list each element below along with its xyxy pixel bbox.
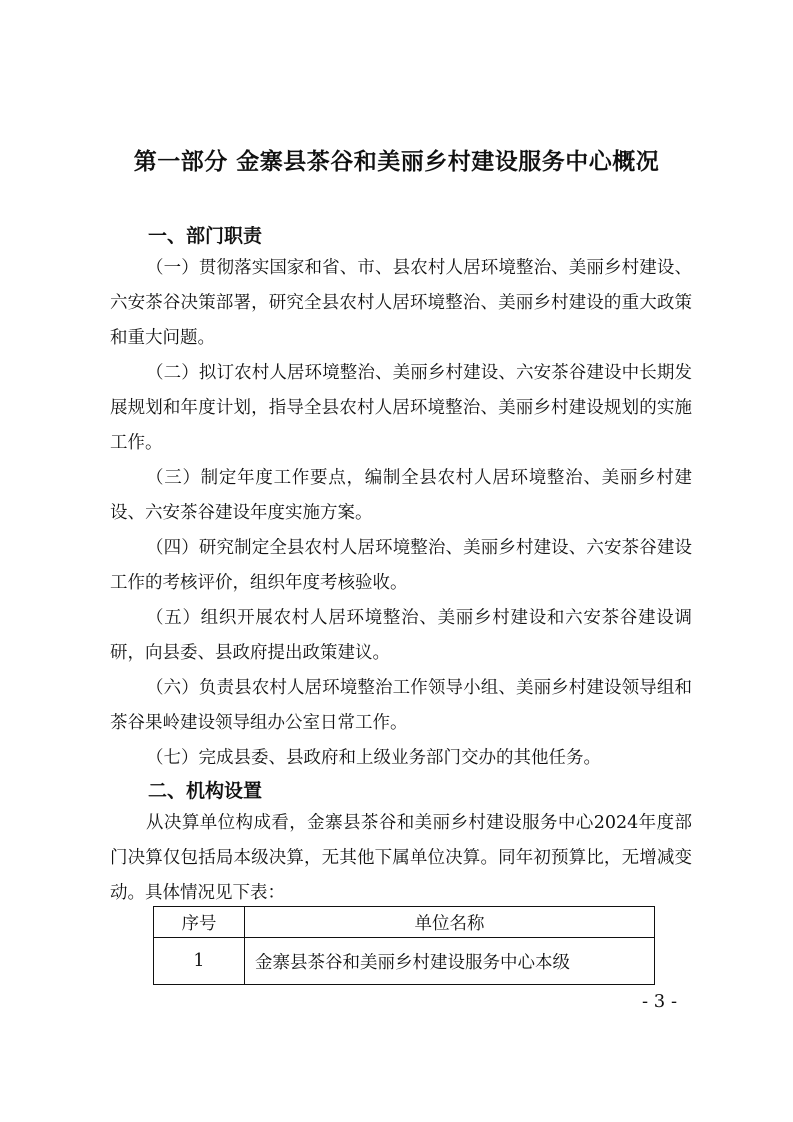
page-title: 第一部分 金寨县茶谷和美丽乡村建设服务中心概况 xyxy=(133,148,660,175)
table-row xyxy=(154,938,655,985)
section-heading-organization: 二、机构设置 xyxy=(148,780,263,802)
document-body xyxy=(110,221,692,911)
unit-table xyxy=(153,906,655,985)
duty-item-4: （四）研究制定全县农村人居环境整治、美丽乡村建设、六安茶谷建设工作的考核评价，组织年度考核验收。 xyxy=(110,538,692,593)
duty-item-7: （七）完成县委、县政府和上级业务部门交办的其他任务。 xyxy=(146,748,601,768)
table-cell-index: 1 xyxy=(154,938,245,985)
table-header-index: 序号 xyxy=(154,907,245,938)
duty-item-5: （五）组织开展农村人居环境整治、美丽乡村建设和六安茶谷建设调研，向县委、县政府提出政策建议。 xyxy=(110,608,692,663)
duty-item-6: （六）负责县农村人居环境整治工作领导小组、美丽乡村建设领导组和茶谷果岭建设领导组办公室日常工作。 xyxy=(110,678,692,733)
section-heading-duties: 一、部门职责 xyxy=(148,225,263,247)
table-cell-unit-name: 金寨县茶谷和美丽乡村建设服务中心本级 xyxy=(245,938,655,985)
organization-paragraph: 从决算单位构成看，金寨县茶谷和美丽乡村建设服务中心2024年度部门决算仅包括局本级决算，无其他下属单位决算。同年初预算比，无增减变动。具体情况见下表： xyxy=(110,813,692,903)
table-header-row xyxy=(154,907,655,938)
duty-item-3: （三）制定年度工作要点，编制全县农村人居环境整治、美丽乡村建设、六安茶谷建设年度实施方案。 xyxy=(110,468,692,523)
duty-item-1: （一）贯彻落实国家和省、市、县农村人居环境整治、美丽乡村建设、六安茶谷决策部署，研究全县农村人居环境整治、美丽乡村建设的重大政策和重大问题。 xyxy=(110,258,692,348)
table-header-unit-name: 单位名称 xyxy=(245,907,655,938)
duty-item-2: （二）拟订农村人居环境整治、美丽乡村建设、六安茶谷建设中长期发展规划和年度计划，指导全县农村人居环境整治、美丽乡村建设规划的实施工作。 xyxy=(110,363,692,453)
page-number: - 3 - xyxy=(642,991,678,1012)
